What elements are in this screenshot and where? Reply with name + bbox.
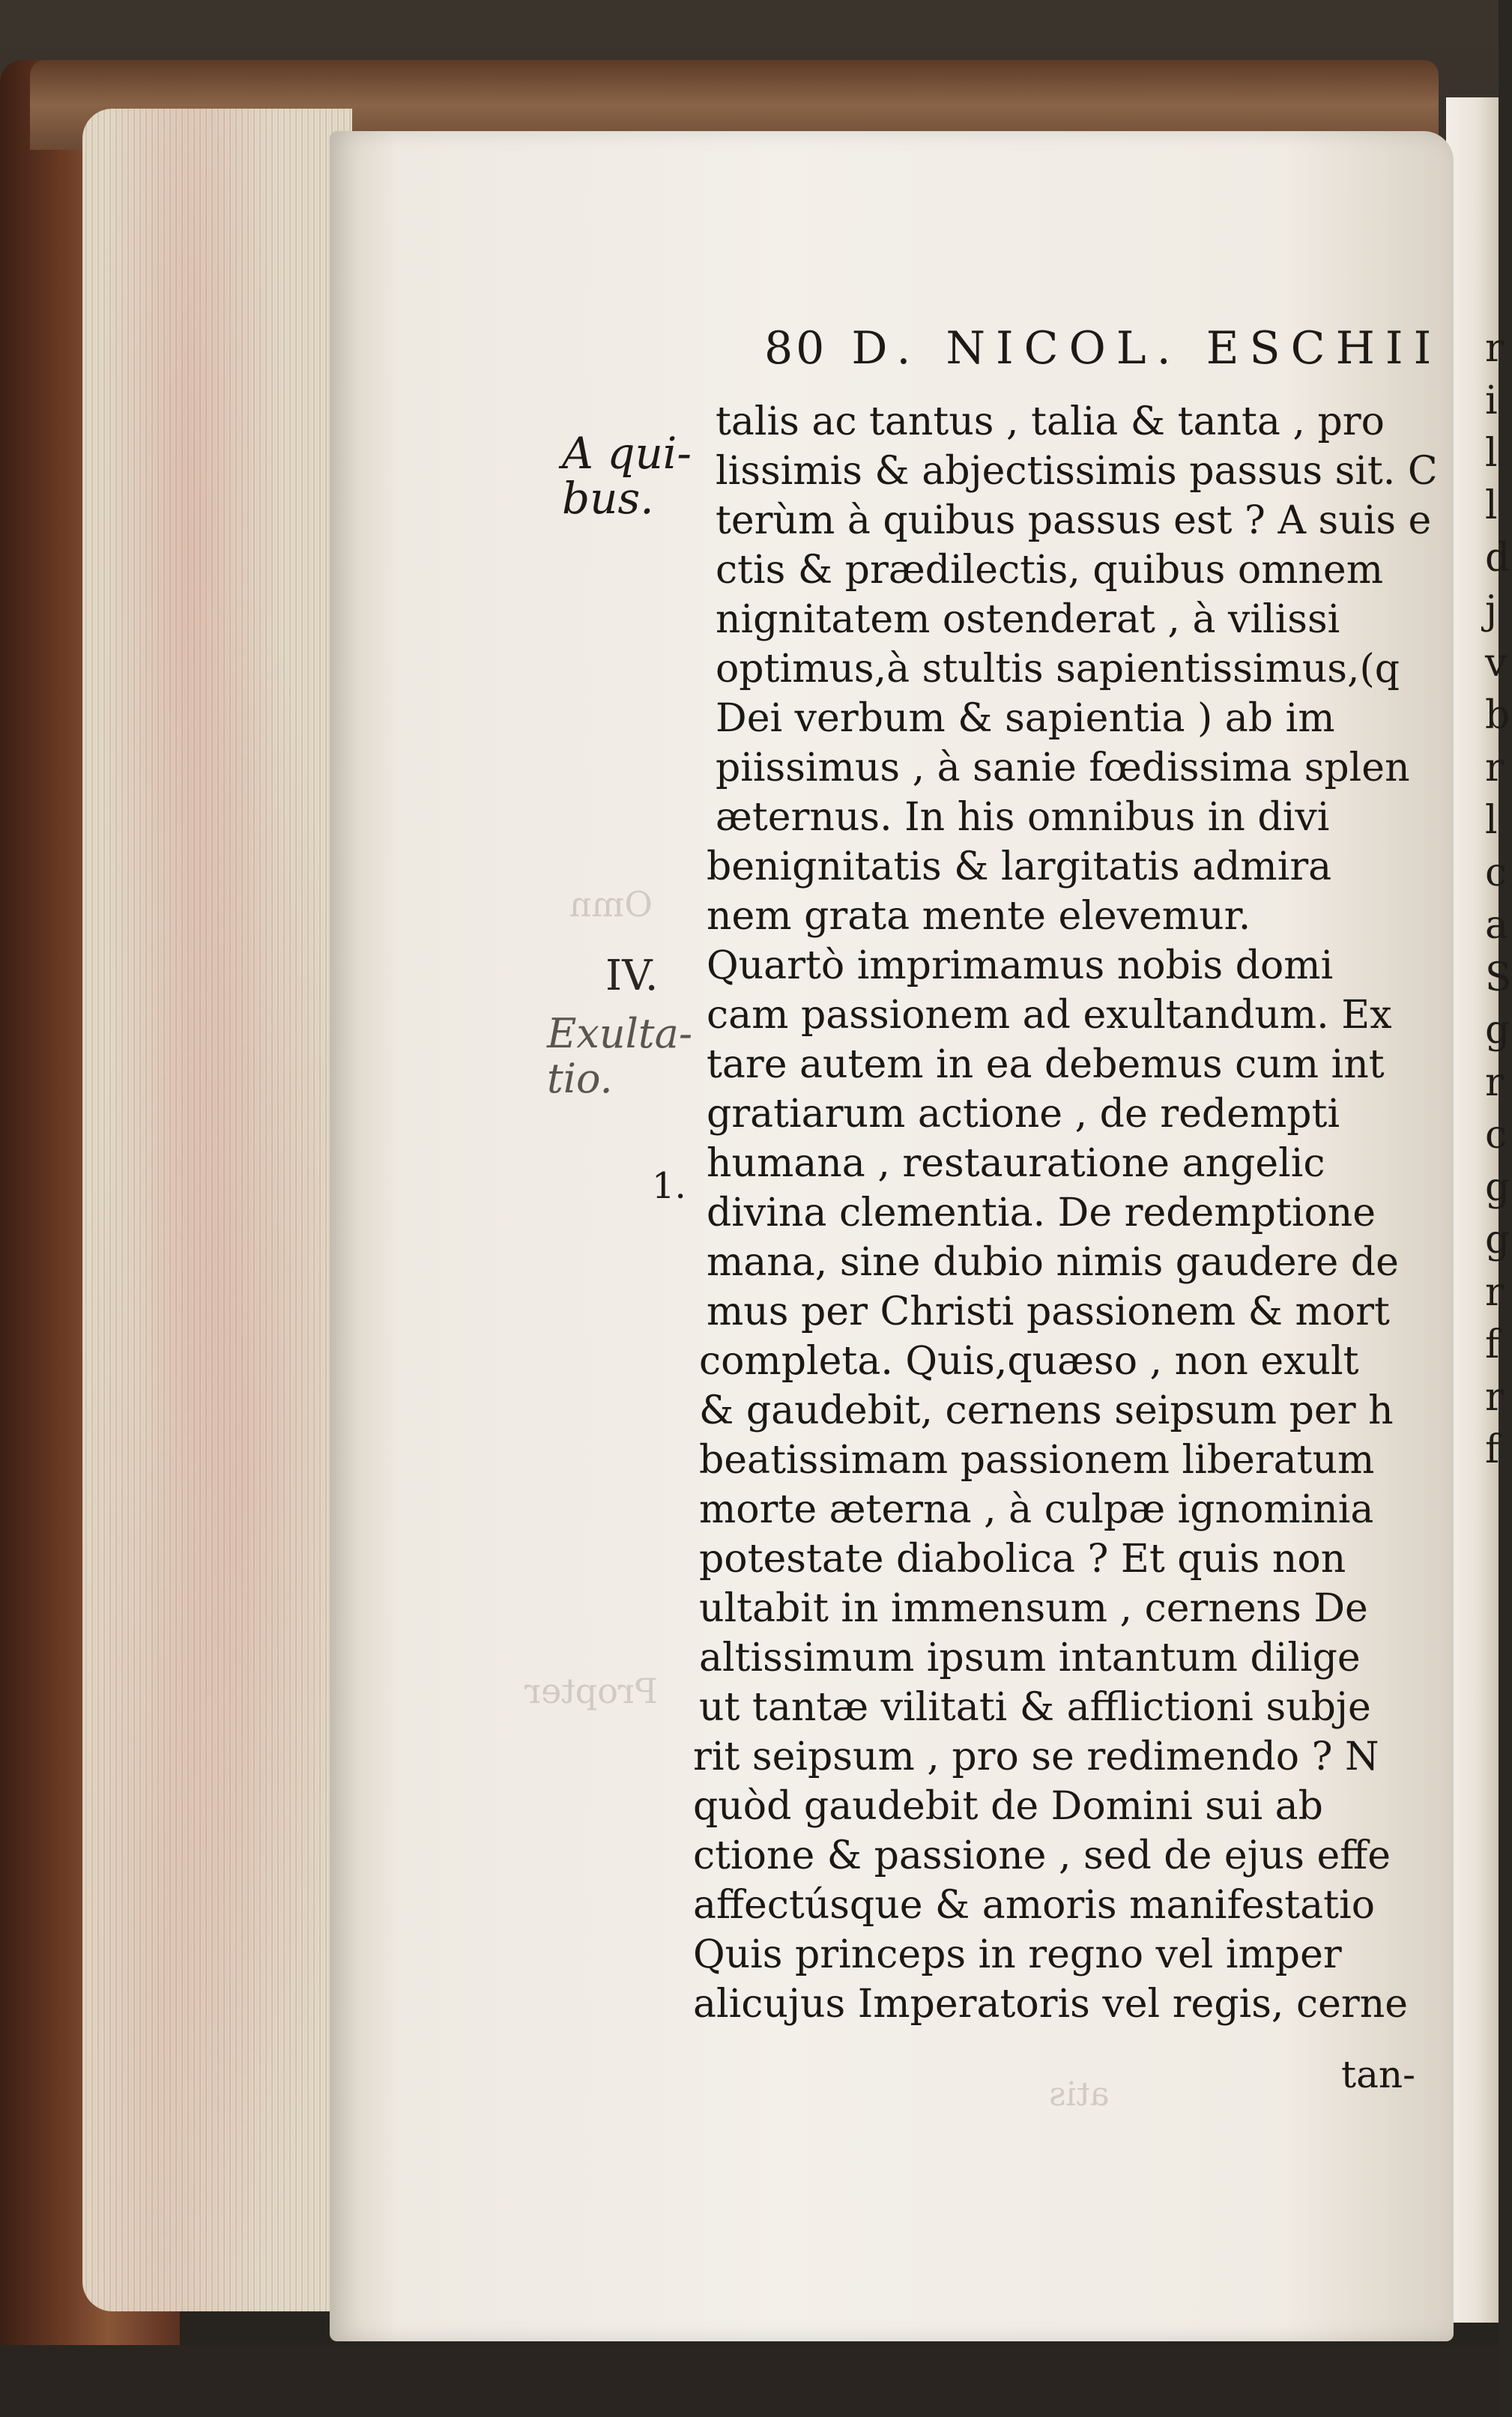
margin-note-exultatio xyxy=(547,1011,692,1101)
text-line: morte æterna , à culpæ ignominia xyxy=(699,1487,1374,1532)
text-line: ultabit in immensum , cernens De xyxy=(699,1586,1368,1631)
sprinkled-edge-tint xyxy=(82,109,352,2311)
text-line: ut tantæ vilitati & afflictioni subje xyxy=(699,1685,1371,1730)
text-line: benignitatis & largitatis admira xyxy=(707,844,1332,889)
item-number: 1. xyxy=(652,1165,686,1207)
margin-note-line: tio. xyxy=(547,1055,613,1102)
text-line: beatissimam passionem liberatum xyxy=(699,1438,1375,1483)
margin-note-a-quibus xyxy=(562,428,692,524)
text-line: ctione & passione , sed de ejus effe xyxy=(693,1833,1391,1878)
text-line: potestate diabolica ? Et quis non xyxy=(699,1537,1346,1582)
text-line: piissimus , à sanie fœdissima splen xyxy=(716,745,1410,790)
text-line: nignitatem ostenderat , à vilissi xyxy=(716,597,1340,642)
catchword: tan- xyxy=(1341,2053,1415,2096)
text-line: mana, sine dubio nimis gaudere de xyxy=(707,1240,1399,1285)
facing-page-letters: r i l l d j v b r l c a S g r c g g r f r f xyxy=(1485,326,1512,1472)
page-number: 80 xyxy=(764,322,828,375)
text-line: ctis & prædilectis, quibus omnem xyxy=(716,548,1384,593)
margin-note-line: Exulta- xyxy=(547,1010,693,1057)
text-line: Quartò imprimamus nobis domi xyxy=(707,943,1334,988)
text-line: & gaudebit, cernens seipsum per h xyxy=(699,1388,1394,1433)
text-line: humana , restauratione angelic xyxy=(707,1141,1325,1186)
text-line: divina clementia. De redemptione xyxy=(707,1191,1376,1235)
text-line: æternus. In his omnibus in divi xyxy=(716,795,1330,840)
text-line: Dei verbum & sapientia ) ab im xyxy=(716,696,1335,741)
text-line: cam passionem ad exultandum. Ex xyxy=(707,993,1392,1038)
text-line: affectúsque & amoris manifestatio xyxy=(693,1883,1375,1928)
text-line: mus per Christi passionem & mort xyxy=(707,1289,1390,1334)
text-line: alicujus Imperatoris vel regis, cerne xyxy=(693,1982,1409,2027)
show-through-text: Omn xyxy=(569,884,653,925)
background-bottom xyxy=(0,2345,1499,2417)
body-text xyxy=(693,397,1439,2120)
text-line: rit seipsum , pro se redimendo ? N xyxy=(693,1734,1379,1779)
text-line: gratiarum actione , de redempti xyxy=(707,1092,1340,1137)
text-line: quòd gaudebit de Domini sui ab xyxy=(693,1784,1323,1829)
show-through-text: atis xyxy=(1049,2075,1110,2114)
text-line: tare autem in ea debemus cum int xyxy=(707,1042,1385,1087)
running-header xyxy=(764,322,1454,390)
running-title: D. NICOL. ESCHII xyxy=(851,322,1442,375)
margin-note-line: A qui- xyxy=(562,428,692,479)
section-number: IV. xyxy=(605,952,659,1000)
text-line: Quis princeps in regno vel imper xyxy=(693,1932,1342,1977)
text-line: altissimum ipsum intantum dilige xyxy=(699,1636,1361,1681)
text-line: lissimis & abjectissimis passus sit. C xyxy=(716,449,1438,494)
text-line: optimus,à stultis sapientissimus,(q xyxy=(716,647,1400,692)
show-through-text: Propter xyxy=(524,1671,658,1711)
text-line: nem grata mente elevemur. xyxy=(707,894,1251,939)
text-line: talis ac tantus , talia & tanta , pro xyxy=(716,399,1385,444)
text-line: terùm à quibus passus est ? A suis e xyxy=(716,498,1432,543)
text-line: completa. Quis,quæso , non exult xyxy=(699,1339,1359,1384)
margin-note-line: bus. xyxy=(562,473,654,524)
